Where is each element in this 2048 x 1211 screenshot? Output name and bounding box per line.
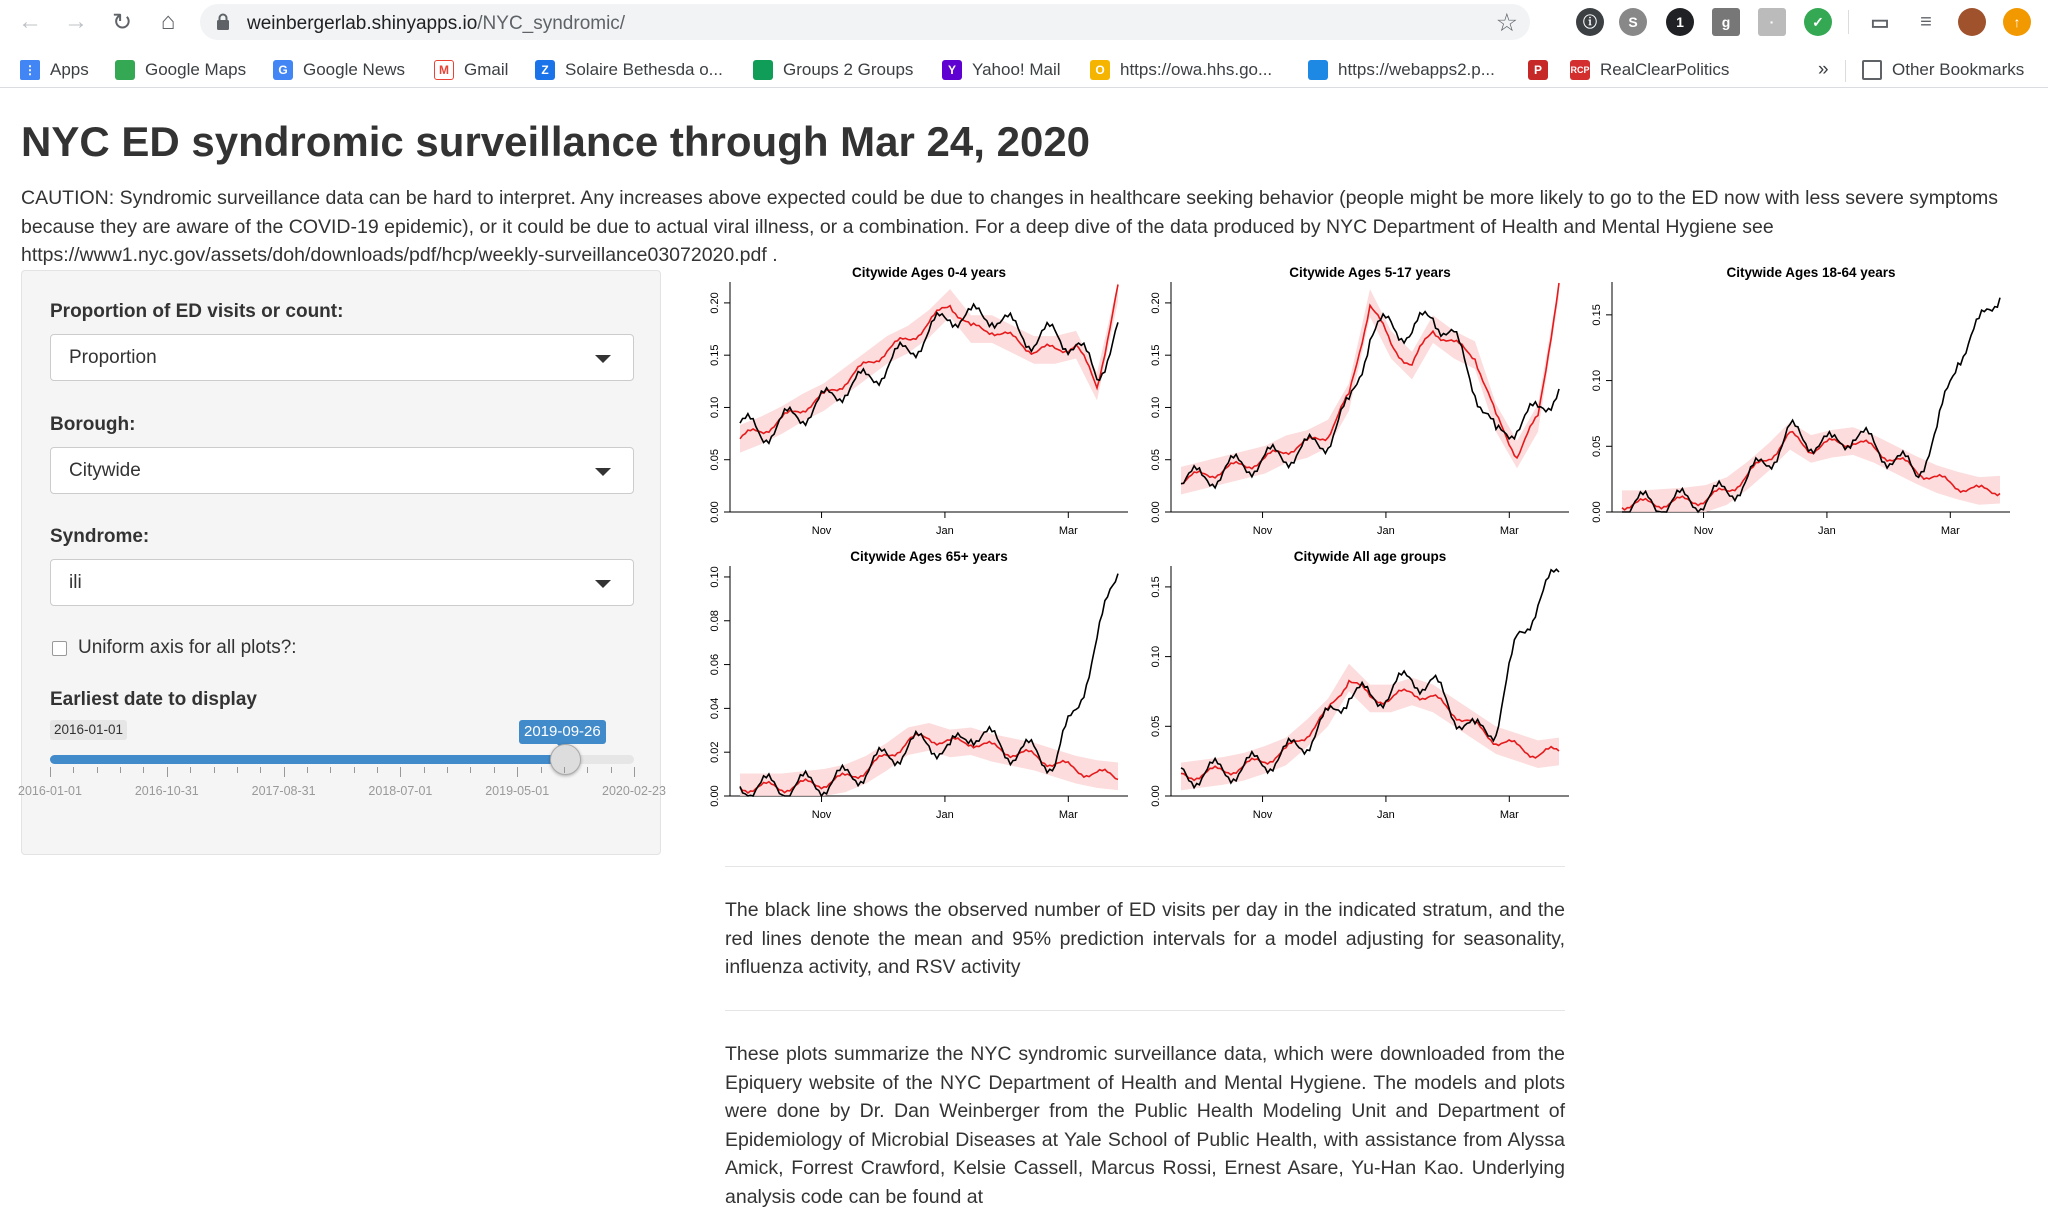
slider-tick [447, 767, 448, 773]
bookmark-groups[interactable]: Groups 2 Groups [753, 56, 913, 84]
y-tick-label: 0.15 [1150, 576, 1162, 598]
apps-grid-icon: ⋮ [20, 60, 40, 80]
y-tick-label: 0.00 [1591, 501, 1603, 523]
y-tick-label: 0.02 [709, 741, 721, 763]
forward-icon[interactable]: → [64, 8, 88, 35]
slider-tick [634, 767, 635, 777]
groups-icon [753, 60, 773, 80]
chevron-down-icon [595, 580, 611, 588]
update-icon[interactable]: ↑ [2003, 8, 2031, 36]
bookmark-gmail[interactable]: M Gmail [434, 56, 508, 84]
chart-title: Citywide Ages 65+ years [850, 549, 1008, 564]
caution-text: CAUTION: Syndromic surveillance data can be hard to interpret. Any increases above expected could be due to changes in healthcare seeking behavior (people might be more likely to go to the ED now with less severe symptoms because they are aware of the COVID-19 epidemic), or it could be due to actual viral illness, or a combination. For a deep dive of the data produced by NYC Department of Health and Mental Hygiene see https://www1.nyc.gov/assets/doh/downloads/pdf/hcp/weekly-surveillance03072020.pdf . [21, 187, 1999, 266]
y-tick-label: 0.10 [1150, 396, 1162, 419]
y-tick-label: 0.10 [1591, 369, 1603, 392]
slider-tick-label: 2016-10-31 [134, 784, 199, 798]
y-tick-label: 0.10 [709, 566, 721, 588]
news-icon: G [273, 60, 293, 80]
x-tick-label: Nov [1252, 809, 1273, 821]
folder-icon [1862, 60, 1882, 80]
home-icon[interactable]: ⌂ [160, 8, 176, 35]
page-title: NYC ED syndromic surveillance through Mar 24, 2020 [21, 118, 1091, 165]
password-icon[interactable]: 1 [1666, 8, 1694, 36]
extension-icon[interactable]: g [1712, 8, 1740, 36]
outlook-icon: O [1090, 60, 1110, 80]
date-slider-handle[interactable] [550, 744, 581, 775]
y-tick-label: 0.00 [1150, 501, 1162, 523]
slider-tick [143, 767, 144, 773]
solaire-icon: Z [535, 60, 555, 80]
chart-panel [1150, 265, 1569, 537]
y-tick-label: 0.00 [709, 785, 721, 807]
measure-select[interactable]: Proportion [50, 334, 634, 381]
extension-icon[interactable]: ⓘ [1576, 8, 1604, 36]
slider-tick [611, 767, 612, 773]
slider-tick [587, 767, 588, 773]
x-tick-label: Mar [1058, 809, 1078, 821]
bookmark-webapps[interactable]: https://webapps2.p... [1308, 56, 1495, 84]
slider-tick [237, 767, 238, 773]
slider-tick [424, 767, 425, 773]
slider-tick [354, 767, 355, 773]
slider-tick-label: 2018-07-01 [368, 784, 433, 798]
slider-tick-label: 2019-05-01 [485, 784, 550, 798]
bookmark-realclearpolitics[interactable]: RCP RealClearPolitics [1570, 60, 1730, 79]
avatar[interactable] [1958, 8, 1986, 36]
chart-title: Citywide Ages 0-4 years [851, 265, 1007, 280]
syndrome-label: Syndrome: [50, 526, 150, 547]
y-tick-label: 0.06 [709, 653, 721, 676]
date-label: Earliest date to display [50, 689, 257, 710]
y-tick-label: 0.20 [709, 292, 721, 314]
slider-tick [564, 767, 565, 773]
syndrome-select[interactable]: ili [50, 559, 634, 606]
slider-tick [494, 767, 495, 773]
x-tick-label: Jan [1818, 525, 1836, 537]
bookmark-google-maps[interactable]: Google Maps [115, 56, 246, 84]
slider-tick [307, 767, 308, 773]
x-tick-label: Jan [1377, 809, 1395, 821]
slider-tick [190, 767, 191, 773]
legend-paragraph: The black line shows the observed number of ED visits per day in the indicated stratum, and the red lines denote the mean and 95% prediction intervals for a model adjusting for seasonality, influenza activity, and RSV activity [725, 899, 1565, 978]
bookmark-apps[interactable]: ⋮ Apps [20, 56, 89, 84]
url-text: weinbergerlab.shinyapps.io/NYC_syndromic/ [247, 13, 626, 34]
divider [725, 1010, 1565, 1011]
x-tick-label: Nov [1693, 525, 1714, 537]
bookmarks-overflow-button[interactable]: » [1818, 59, 1829, 80]
rcp-icon: RCP [1570, 60, 1590, 80]
date-slider-fill [50, 755, 565, 764]
reload-icon[interactable]: ↻ [111, 8, 133, 36]
skype-icon[interactable]: S [1619, 8, 1647, 36]
slider-tick [400, 767, 401, 777]
x-tick-label: Jan [1377, 525, 1395, 537]
borough-select[interactable]: Citywide [50, 447, 634, 494]
other-bookmarks[interactable]: Other Bookmarks [1862, 56, 2024, 84]
prediction-band [1622, 422, 2000, 512]
date-slider-track[interactable] [50, 755, 634, 764]
slider-tick-label: 2017-08-31 [251, 784, 316, 798]
borough-label: Borough: [50, 414, 136, 435]
chevron-down-icon [595, 468, 611, 476]
bookmark-owa[interactable]: O https://owa.hhs.go... [1090, 56, 1272, 84]
slider-tick [541, 767, 542, 773]
sidebar-panel [18, 270, 666, 855]
slider-tick [377, 767, 378, 773]
slider-min-label: 2016-01-01 [50, 720, 127, 740]
y-tick-label: 0.05 [1150, 715, 1162, 738]
plots-grid [690, 262, 2030, 821]
x-tick-label: Mar [1499, 525, 1519, 537]
chart-panel [709, 549, 1128, 821]
x-tick-label: Jan [936, 809, 954, 821]
x-tick-label: Mar [1940, 525, 1960, 537]
x-tick-label: Mar [1499, 809, 1519, 821]
slider-tick [470, 767, 471, 773]
x-tick-label: Jan [936, 525, 954, 537]
cast-icon[interactable]: ▭ [1866, 8, 1894, 36]
extension-icon[interactable]: · [1758, 8, 1786, 36]
chart-panel [709, 265, 1128, 537]
slider-tick-label: 2016-01-01 [18, 784, 82, 798]
slider-tick [167, 767, 168, 777]
x-tick-label: Nov [1252, 525, 1273, 537]
grammarly-icon[interactable]: ✓ [1804, 8, 1832, 36]
slider-tick [214, 767, 215, 773]
bookmark-google-news[interactable]: G Google News [273, 56, 405, 84]
media-icon[interactable]: ≡ [1912, 8, 1940, 36]
y-tick-label: 0.05 [1591, 435, 1603, 457]
divider [725, 866, 1565, 867]
y-tick-label: 0.15 [1150, 344, 1162, 366]
bookmarks-bar [0, 52, 2048, 88]
chart-title: Citywide All age groups [1293, 549, 1447, 564]
x-tick-label: Nov [811, 809, 832, 821]
lock-icon [216, 13, 230, 31]
y-tick-label: 0.05 [1150, 449, 1162, 471]
slider-tick [73, 767, 74, 773]
uniform-axis-checkbox[interactable] [52, 641, 67, 656]
bookmark-yahoo-mail[interactable]: Y Yahoo! Mail [942, 56, 1061, 84]
slider-tick [50, 767, 51, 777]
yahoo-icon: Y [942, 60, 962, 80]
chart-title: Citywide Ages 5-17 years [1289, 265, 1451, 280]
y-tick-label: 0.08 [709, 610, 721, 632]
measure-label: Proportion of ED visits or count: [50, 301, 344, 322]
credits-paragraph: These plots summarize the NYC syndromic surveillance data, which were downloaded from the Epiquery website of the NYC Department of Health and Mental Hygiene. The models and plots were done by Dr. Dan Weinberger from the Public Health Modeling Unit and Department of Epidemiology of Microbial Diseases at Yale School of Public Health, with assistance from Alyssa Amick, Forrest Crawford, Kelsie Cassell, Marcus Rossi, Ernest Asare, Yu-Han Kao. Underlying analysis code can be found at [725, 1043, 1565, 1208]
chevron-down-icon [595, 355, 611, 363]
y-tick-label: 0.15 [1591, 304, 1603, 326]
webapps-icon [1308, 60, 1328, 80]
slider-tick [97, 767, 98, 773]
address-bar[interactable] [200, 4, 1530, 40]
chart-title: Citywide Ages 18-64 years [1726, 265, 1896, 280]
prediction-band [740, 282, 1118, 453]
slider-current-label: 2019-09-26 [519, 720, 606, 744]
bookmark-star-icon[interactable]: ☆ [1495, 9, 1518, 37]
y-tick-label: 0.04 [709, 697, 721, 720]
uniform-axis-label: Uniform axis for all plots?: [78, 637, 297, 658]
y-tick-label: 0.15 [709, 344, 721, 366]
slider-tick [120, 767, 121, 773]
back-icon[interactable]: ← [18, 8, 42, 35]
y-tick-label: 0.10 [1150, 645, 1162, 668]
y-tick-label: 0.20 [1150, 292, 1162, 314]
pinterest-icon: P [1528, 60, 1548, 80]
slider-tick [260, 767, 261, 773]
slider-tick [517, 767, 518, 777]
x-tick-label: Mar [1058, 525, 1078, 537]
bookmark-p[interactable] [1528, 56, 1558, 84]
slider-tick [284, 767, 285, 777]
x-tick-label: Nov [811, 525, 832, 537]
y-tick-label: 0.00 [709, 501, 721, 523]
y-tick-label: 0.00 [1150, 785, 1162, 807]
slider-tick [330, 767, 331, 773]
browser-toolbar [0, 0, 2048, 44]
gmail-icon: M [434, 60, 454, 80]
slider-tick-label: 2020-02-23 [602, 784, 666, 798]
bookmark-solaire[interactable]: Z Solaire Bethesda o... [535, 56, 723, 84]
chart-panel [1591, 265, 2010, 537]
map-icon [115, 60, 135, 80]
y-tick-label: 0.05 [709, 449, 721, 471]
chart-panel [1150, 549, 1569, 821]
y-tick-label: 0.10 [709, 396, 721, 419]
